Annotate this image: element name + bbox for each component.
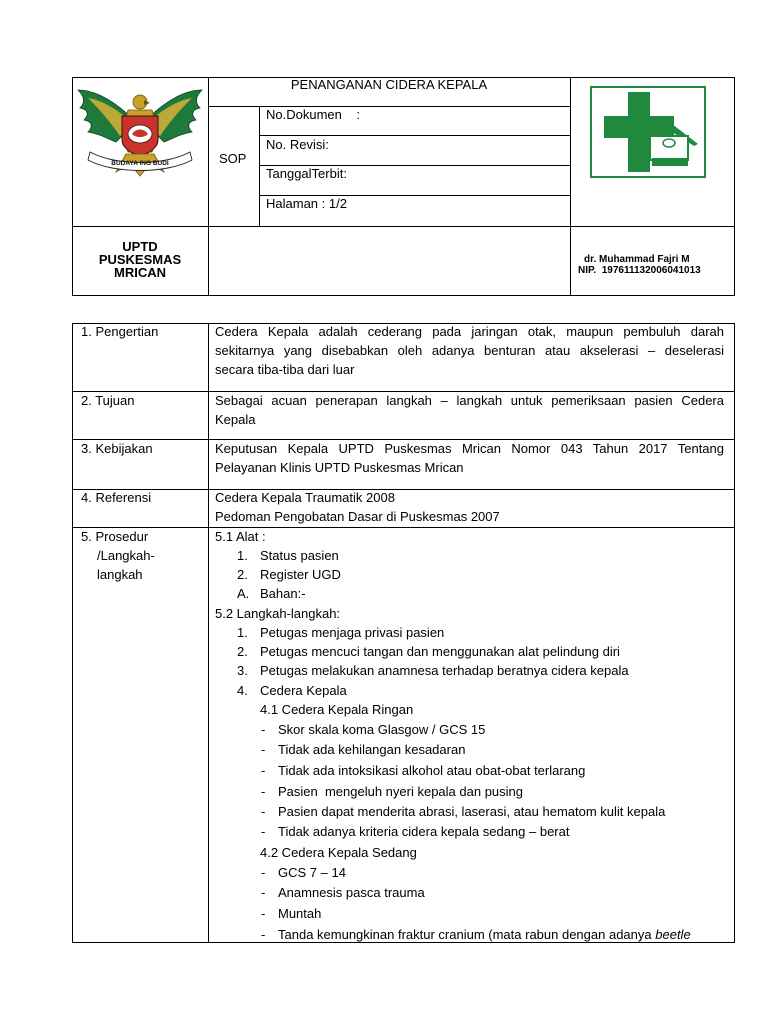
list-number: 2. bbox=[237, 644, 248, 659]
ringan-item: Skor skala koma Glasgow / GCS 15 bbox=[278, 722, 486, 737]
signer-nip: NIP. 197611132006041013 bbox=[578, 265, 701, 276]
no-revisi-field: No. Revisi: bbox=[266, 137, 329, 152]
tujuan-line: Kepala bbox=[215, 412, 256, 427]
label-tujuan: 2. Tujuan bbox=[81, 393, 135, 408]
langkah-item: Cedera Kepala bbox=[260, 683, 347, 698]
label-pengertian: 1. Pengertian bbox=[81, 324, 159, 339]
ringan-item: Tidak ada intoksikasi alkohol atau obat-obat terlarang bbox=[278, 763, 586, 778]
list-number: 3. bbox=[237, 663, 248, 678]
sedang-item: GCS 7 – 14 bbox=[278, 865, 346, 880]
list-number: 4. bbox=[237, 683, 248, 698]
list-number: 2. bbox=[237, 567, 248, 582]
list-number: 1. bbox=[237, 625, 248, 640]
bullet-dash: - bbox=[261, 742, 266, 757]
bullet-dash: - bbox=[261, 722, 266, 737]
referensi-line: Pedoman Pengobatan Dasar di Puskesmas 2007 bbox=[215, 509, 500, 524]
pengertian-line: sekitarnya yang disebabkan oleh adanya benturan atau akselerasi – deselerasi bbox=[215, 343, 724, 358]
langkah-heading: 5.2 Langkah-langkah: bbox=[215, 606, 341, 621]
sedang-item-last-italic: beetle bbox=[655, 927, 691, 942]
kebijakan-line: Pelayanan Klinis UPTD Puskesmas Mrican bbox=[215, 460, 464, 475]
tanggal-terbit-field: TanggalTerbit: bbox=[266, 166, 347, 181]
bullet-dash: - bbox=[261, 784, 266, 799]
alat-heading: 5.1 Alat : bbox=[215, 529, 266, 544]
list-number: A. bbox=[237, 586, 250, 601]
kebijakan-line: Keputusan Kepala UPTD Puskesmas Mrican Nomor 043 Tahun 2017 Tentang bbox=[215, 441, 724, 456]
bullet-dash: - bbox=[261, 763, 266, 778]
tujuan-line: Sebagai acuan penerapan langkah – langkah untuk pemeriksaan pasien Cedera bbox=[215, 393, 724, 408]
sedang-item: Anamnesis pasca trauma bbox=[278, 885, 425, 900]
alat-item: Bahan:- bbox=[260, 586, 306, 601]
bullet-dash: - bbox=[261, 865, 266, 880]
langkah-item: Petugas menjaga privasi pasien bbox=[260, 625, 445, 640]
pengertian-line: Cedera Kepala adalah cederang pada jaringan otak, maupun pembuluh darah bbox=[215, 324, 724, 339]
document-title: PENANGANAN CIDERA KEPALA bbox=[290, 77, 488, 92]
sedang-item-last-text: Tanda kemungkinan fraktur cranium (mata rabun dengan adanya bbox=[278, 927, 652, 942]
langkah-item: Petugas melakukan anamnesa terhadap beratnya cidera kepala bbox=[260, 663, 629, 678]
langkah-item: Petugas mencuci tangan dan menggunakan alat pelindung diri bbox=[260, 644, 620, 659]
halaman-field: Halaman : 1/2 bbox=[266, 196, 347, 211]
bullet-dash: - bbox=[261, 906, 266, 921]
label-prosedur: /Langkah- bbox=[97, 548, 155, 563]
signer-name: dr. Muhammad Fajri M bbox=[584, 254, 690, 265]
org-name-line2: PUSKESMAS bbox=[98, 252, 182, 267]
puskesmas-logo bbox=[590, 86, 706, 178]
bullet-dash: - bbox=[261, 927, 266, 942]
label-prosedur: 5. Prosedur bbox=[81, 529, 149, 544]
sedang-item-last bbox=[278, 927, 691, 942]
referensi-line: Cedera Kepala Traumatik 2008 bbox=[215, 490, 395, 505]
regency-emblem-logo bbox=[76, 82, 204, 186]
ringan-item: Pasien dapat menderita abrasi, laserasi, atau hematom kulit kepala bbox=[278, 804, 666, 819]
ringan-item: Tidak adanya kriteria cidera kepala sedang – berat bbox=[278, 824, 570, 839]
bullet-dash: - bbox=[261, 885, 266, 900]
no-dokumen-field: No.Dokumen : bbox=[266, 107, 360, 122]
ringan-item: Pasien mengeluh nyeri kepala dan pusing bbox=[278, 784, 524, 799]
bullet-dash: - bbox=[261, 824, 266, 839]
ringan-item: Tidak ada kehilangan kesadaran bbox=[278, 742, 466, 757]
ringan-heading: 4.1 Cedera Kepala Ringan bbox=[260, 702, 414, 717]
emblem-motto: BUDAYA ING BUDI bbox=[111, 160, 169, 167]
pengertian-line: secara tiba-tiba dari luar bbox=[215, 362, 355, 377]
label-prosedur: langkah bbox=[97, 567, 143, 582]
sedang-heading: 4.2 Cedera Kepala Sedang bbox=[260, 845, 417, 860]
sedang-item: Muntah bbox=[278, 906, 322, 921]
org-name-line3: MRICAN bbox=[114, 265, 166, 280]
label-referensi: 4. Referensi bbox=[81, 490, 152, 505]
label-kebijakan: 3. Kebijakan bbox=[81, 441, 153, 456]
org-name-line1: UPTD bbox=[122, 239, 158, 254]
alat-item: Register UGD bbox=[260, 567, 341, 582]
list-number: 1. bbox=[237, 548, 248, 563]
bullet-dash: - bbox=[261, 804, 266, 819]
alat-item: Status pasien bbox=[260, 548, 339, 563]
sop-label: SOP bbox=[219, 151, 247, 166]
